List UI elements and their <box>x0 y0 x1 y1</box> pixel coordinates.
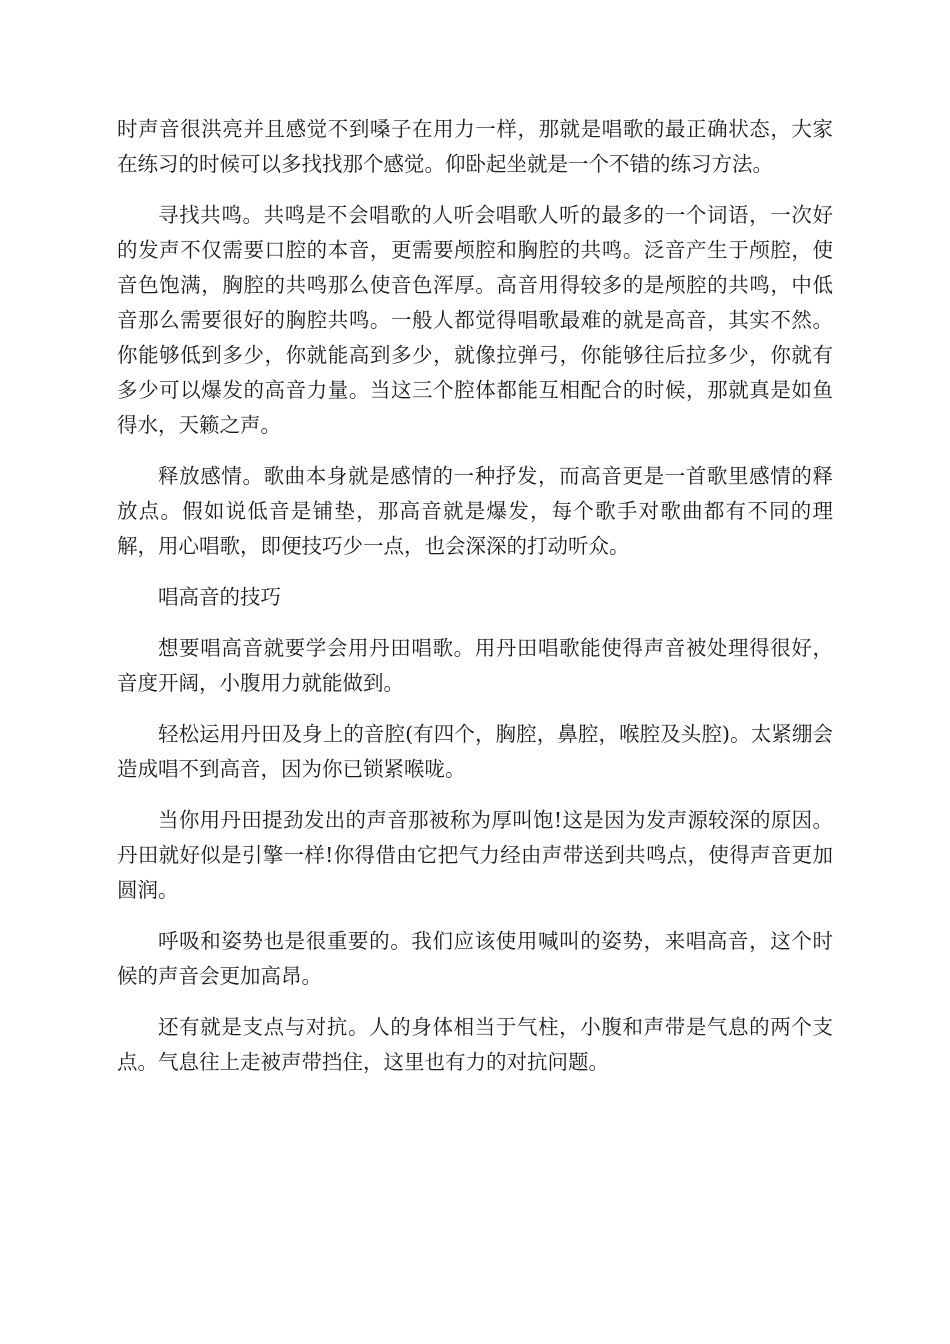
section-heading: 唱高音的技巧 <box>158 585 281 609</box>
paragraph-emotion: 释放感情。歌曲本身就是感情的一种抒发，而高音更是一首歌里感情的释放点。假如说低音是铺垫，那高音就是爆发，每个歌手对歌曲都有不同的理解，用心唱歌，即便技巧少一点，也会深深的打动听众。 <box>117 464 833 558</box>
paragraph-support: 还有就是支点与对抗。人的身体相当于气柱，小腹和声带是气息的两个支点。气息往上走被声带挡住，这里也有力的对抗问题。 <box>117 1015 833 1074</box>
paragraph-resonance: 寻找共鸣。共鸣是不会唱歌的人听会唱歌人听的最多的一个词语，一次好的发声不仅需要口腔的本音，更需要颅腔和胸腔的共鸣。泛音产生于颅腔，使音色饱满，胸腔的共鸣那么使音色浑厚。高音用得较多的是颅腔的共鸣，中低音那么需要很好的胸腔共鸣。一般人都觉得唱歌最难的就是高音，其实不然。你能够低到多少，你就能高到多少，就像拉弹弓，你能够往后拉多少，你就有多少可以爆发的高音力量。当这三个腔体都能互相配合的时候，那就真是如鱼得水，天籁之声。 <box>117 203 833 437</box>
paragraph-engine: 当你用丹田提劲发出的声音那被称为厚叫饱!这是因为发声源较深的原因。丹田就好似是引擎一样!你得借由它把气力经由声带送到共鸣点，使得声音更加圆润。 <box>117 808 833 902</box>
paragraph-dantian: 想要唱高音就要学会用丹田唱歌。用丹田唱歌能使得声音被处理得很好，音度开阔，小腹用力就能做到。 <box>117 636 833 695</box>
document-page <box>117 112 833 1096</box>
paragraph-cavities: 轻松运用丹田及身上的音腔(有四个，胸腔，鼻腔，喉腔及头腔)。太紧绷会造成唱不到高音，因为你已锁紧喉咙。 <box>117 722 833 781</box>
paragraph-continuation: 时声音很洪亮并且感觉不到嗓子在用力一样，那就是唱歌的最正确状态，大家在练习的时候可以多找找那个感觉。仰卧起坐就是一个不错的练习方法。 <box>117 117 833 176</box>
paragraph-posture: 呼吸和姿势也是很重要的。我们应该使用喊叫的姿势，来唱高音，这个时候的声音会更加高昂。 <box>117 929 833 988</box>
